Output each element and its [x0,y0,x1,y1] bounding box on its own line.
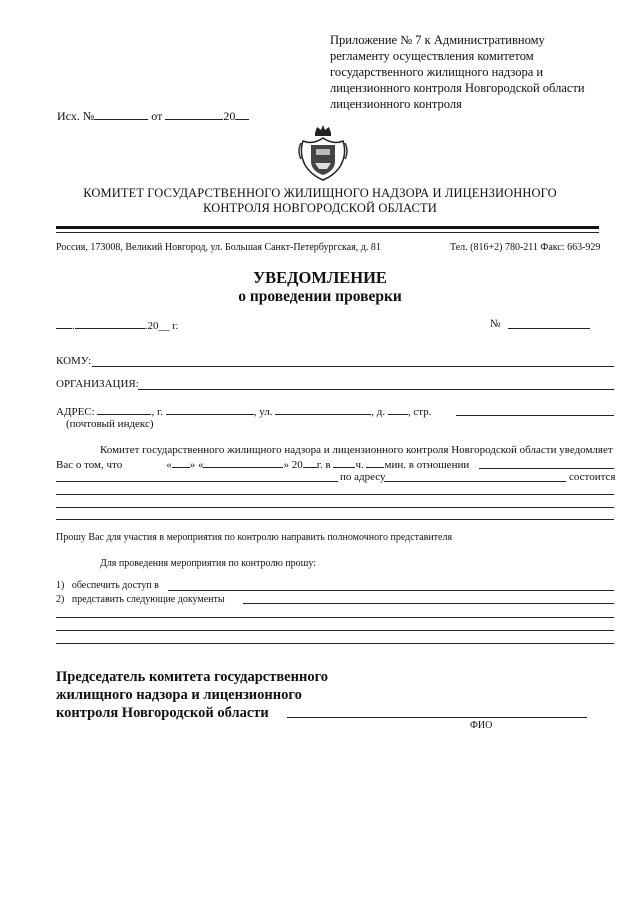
outgoing-from: от [151,109,163,123]
date-line: . .20__ г. [56,318,178,332]
org-label: ОРГАНИЗАЦИЯ: [56,378,139,390]
outgoing-label: Исх. № [57,109,95,123]
address-row: АДРЕС: , г. , ул. , д. , стр. [56,406,432,418]
address-building-field[interactable] [456,415,614,416]
documents-field[interactable] [243,603,614,604]
to-label: КОМУ: [56,355,92,367]
request-representative: Прошу Вас для участия в мероприятия по контролю направить полномочного представителя [56,532,453,543]
doc-number: № [490,318,501,330]
signature-field[interactable] [287,717,587,718]
docs-line-2[interactable] [56,630,614,631]
item-2: 2) представить следующие документы [56,594,225,605]
outgoing-year: 20 [223,109,236,123]
body-paragraph-1b: Вас о том, что « » « » 20 г. в ч. мин. в отношении [56,459,470,471]
signature-line1: Председатель комитета государственного [56,669,329,685]
coat-of-arms-icon [297,123,349,183]
signature-line3: контроля Новгородской области [56,705,269,721]
fio-label: ФИО [470,720,493,731]
at-address-field[interactable] [384,481,566,482]
signature-block [56,668,328,722]
request-intro: Для проведения мероприятия по контролю прошу: [100,558,317,569]
body-paragraph-1: Комитет государственного жилищного надзора и лицензионного контроля Новгородской области уведомляет [100,444,613,456]
org-address: Россия, 173008, Великий Новгород, ул. Большая Санкт-Петербургская, д. 81 [56,242,381,253]
org-name-line1: КОМИТЕТ ГОСУДАРСТВЕННОГО ЖИЛИЩНОГО НАДЗОРА И ЛИЦЕНЗИОННОГО [83,186,557,200]
item-1: 1) обеспечить доступ в [56,580,159,591]
access-field[interactable] [168,590,614,591]
subject-field[interactable] [56,481,338,482]
org-name-line2: КОНТРОЛЯ НОВГОРОДСКОЙ ОБЛАСТИ [203,201,437,215]
relation-field[interactable] [479,468,614,469]
header-divider-thick [56,226,599,229]
to-field[interactable] [92,366,614,367]
at-address-label: по адресу [340,471,386,483]
blank-line-3[interactable] [56,519,614,520]
doc-number-field[interactable] [508,328,590,329]
signature-line2: жилищного надзора и лицензионного [56,687,302,703]
blank-line-1[interactable] [56,494,614,495]
outgoing-number [57,109,249,124]
appendix-note: Приложение № 7 к Административному регламенту осуществления комитетом государственного жилищного надзора и лицензионного контроля Новгородской области лицензионного контроля [330,33,585,111]
document-subtitle: о проведении проверки [238,288,402,305]
org-field[interactable] [138,389,614,390]
consists-label: состоится [569,471,616,483]
org-phone: Тел. (816+2) 780-211 Факс: 663-929 [450,242,601,253]
org-name [0,186,640,216]
blank-line-2[interactable] [56,507,614,508]
header-divider-thin [56,232,599,233]
postal-index-note: (почтовый индекс) [66,418,154,430]
document-title: УВЕДОМЛЕНИЕ [253,268,387,287]
docs-line-3[interactable] [56,643,614,644]
docs-line-1[interactable] [56,617,614,618]
